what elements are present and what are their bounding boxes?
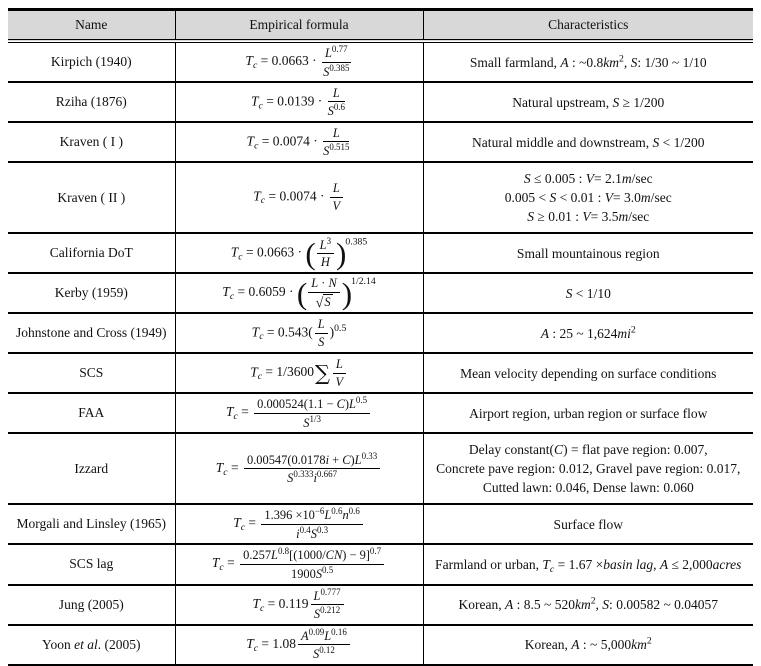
row-characteristics: Farmland or urban, $T_c = 1.67 \times basin$ lag, A ≤ 2,000acres <box>423 544 753 584</box>
row-characteristics: Delay constant(C) = flat pave region: 0.007, Concrete pave region: 0.012, Gravel pave region: 0.017, Cutted lawn: 0.046, Dense lawn: 0.060 <box>423 433 753 504</box>
row-characteristics: Surface flow <box>423 504 753 544</box>
column-header-empirical-formula: Empirical formula <box>175 10 423 42</box>
row-characteristics: S ≤ 0.005 : V= 2.1m/sec 0.005 < S < 0.01 : V= 3.0m/sec S ≥ 0.01 : V= 3.5m/sec <box>423 162 753 233</box>
empirical-formula: $T_c = 0.543$( $\frac{L}{S}$ )$^{0.5}$ <box>175 313 423 353</box>
row-name: Kerby (1959) <box>8 273 175 313</box>
table-row <box>8 393 753 433</box>
row-name: Morgali and Linsley (1965) <box>8 504 175 544</box>
formula-table <box>8 8 753 666</box>
column-header-characteristics: Characteristics <box>423 10 753 42</box>
table-row <box>8 82 753 122</box>
empirical-formula: $T_c$ = $\frac{1.396 \times 10^{-6}L^{0.6}n^{0.6}}{i^{0.4}S^{0.3}}$ <box>175 504 423 544</box>
table-body <box>8 41 753 665</box>
row-name: SCS <box>8 353 175 393</box>
empirical-formula: $T_c = 0.0074$ · $\frac{L}{V}$ <box>175 162 423 233</box>
table-row <box>8 353 753 393</box>
table-row <box>8 233 753 273</box>
row-name: Kraven ( II ) <box>8 162 175 233</box>
empirical-formula: $T_c$ = $\frac{0.000524(1.1 - C)L^{0.5}}{S^{1/3}}$ <box>175 393 423 433</box>
row-name: Kirpich (1940) <box>8 41 175 82</box>
row-name: Rziha (1876) <box>8 82 175 122</box>
table-row <box>8 504 753 544</box>
empirical-formula: $T_c$ = $\frac{0.257L^{0.8}[(1000/CN) - 9]^{0.7}}{1900S^{0.5}}$ <box>175 544 423 584</box>
row-characteristics: S < 1/10 <box>423 273 753 313</box>
row-characteristics: Natural middle and downstream, S < 1/200 <box>423 122 753 162</box>
table-row <box>8 162 753 233</box>
table-row <box>8 625 753 665</box>
table-row <box>8 433 753 504</box>
row-name: FAA <box>8 393 175 433</box>
table-row <box>8 273 753 313</box>
row-name: Johnstone and Cross (1949) <box>8 313 175 353</box>
row-characteristics: Natural upstream, S ≥ 1/200 <box>423 82 753 122</box>
row-characteristics: A : 25 ~ $1,624mi^2$ <box>423 313 753 353</box>
row-name: Kraven ( I ) <box>8 122 175 162</box>
table-row <box>8 41 753 82</box>
row-characteristics: Small farmland, A : $\sim 0.8km^2$, S: 1/30 ~ 1/10 <box>423 41 753 82</box>
table-row <box>8 585 753 625</box>
column-header-name: Name <box>8 10 175 42</box>
row-characteristics: Small mountainous region <box>423 233 753 273</box>
empirical-formula: $T_c$ = $\frac{0.00547(0.0178i + C)L^{0.33}}{S^{0.333}i^{0.667}}$ <box>175 433 423 504</box>
row-characteristics: Korean, A : ~ $5,000km^2$ <box>423 625 753 665</box>
empirical-formula: $T_c = 0.119$ $\frac{L^{0.777}}{S^{0.212}}$ <box>175 585 423 625</box>
table-row <box>8 122 753 162</box>
row-name: California DoT <box>8 233 175 273</box>
row-name: SCS lag <box>8 544 175 584</box>
header-row <box>8 10 753 42</box>
table-row <box>8 544 753 584</box>
empirical-formula: $T_c = 0.0139$ · $\frac{L}{S^{0.6}}$ <box>175 82 423 122</box>
empirical-formula: $T_c = 0.0074$ · $\frac{L}{S^{0.515}}$ <box>175 122 423 162</box>
row-name: Yoon et al. (2005) <box>8 625 175 665</box>
row-name: Izzard <box>8 433 175 504</box>
empirical-formula: $T_c = 1.08$ $\frac{A^{0.09}L^{0.16}}{S^{0.12}}$ <box>175 625 423 665</box>
row-name: Jung (2005) <box>8 585 175 625</box>
table-row <box>8 313 753 353</box>
empirical-formula: $T_c = 0.0663$ · $\frac{L^{0.77}}{S^{0.385}}$ <box>175 41 423 82</box>
row-characteristics: Mean velocity depending on surface conditions <box>423 353 753 393</box>
row-characteristics: Airport region, urban region or surface flow <box>423 393 753 433</box>
empirical-formula: $T_c = 0.0663$ · ( $\frac{L^3}{H}$ ) $^{0.385}$ <box>175 233 423 273</box>
row-characteristics: Korean, A : 8.5 ~ $520km^2$, S: 0.00582 ~ 0.04057 <box>423 585 753 625</box>
empirical-formula: $T_c = 0.6059$ · ( L · N √ S ) $^{1/2.14}$ <box>175 273 423 313</box>
empirical-formula: $T_c = 1/3600\sum$ $\frac{L}{V}$ <box>175 353 423 393</box>
